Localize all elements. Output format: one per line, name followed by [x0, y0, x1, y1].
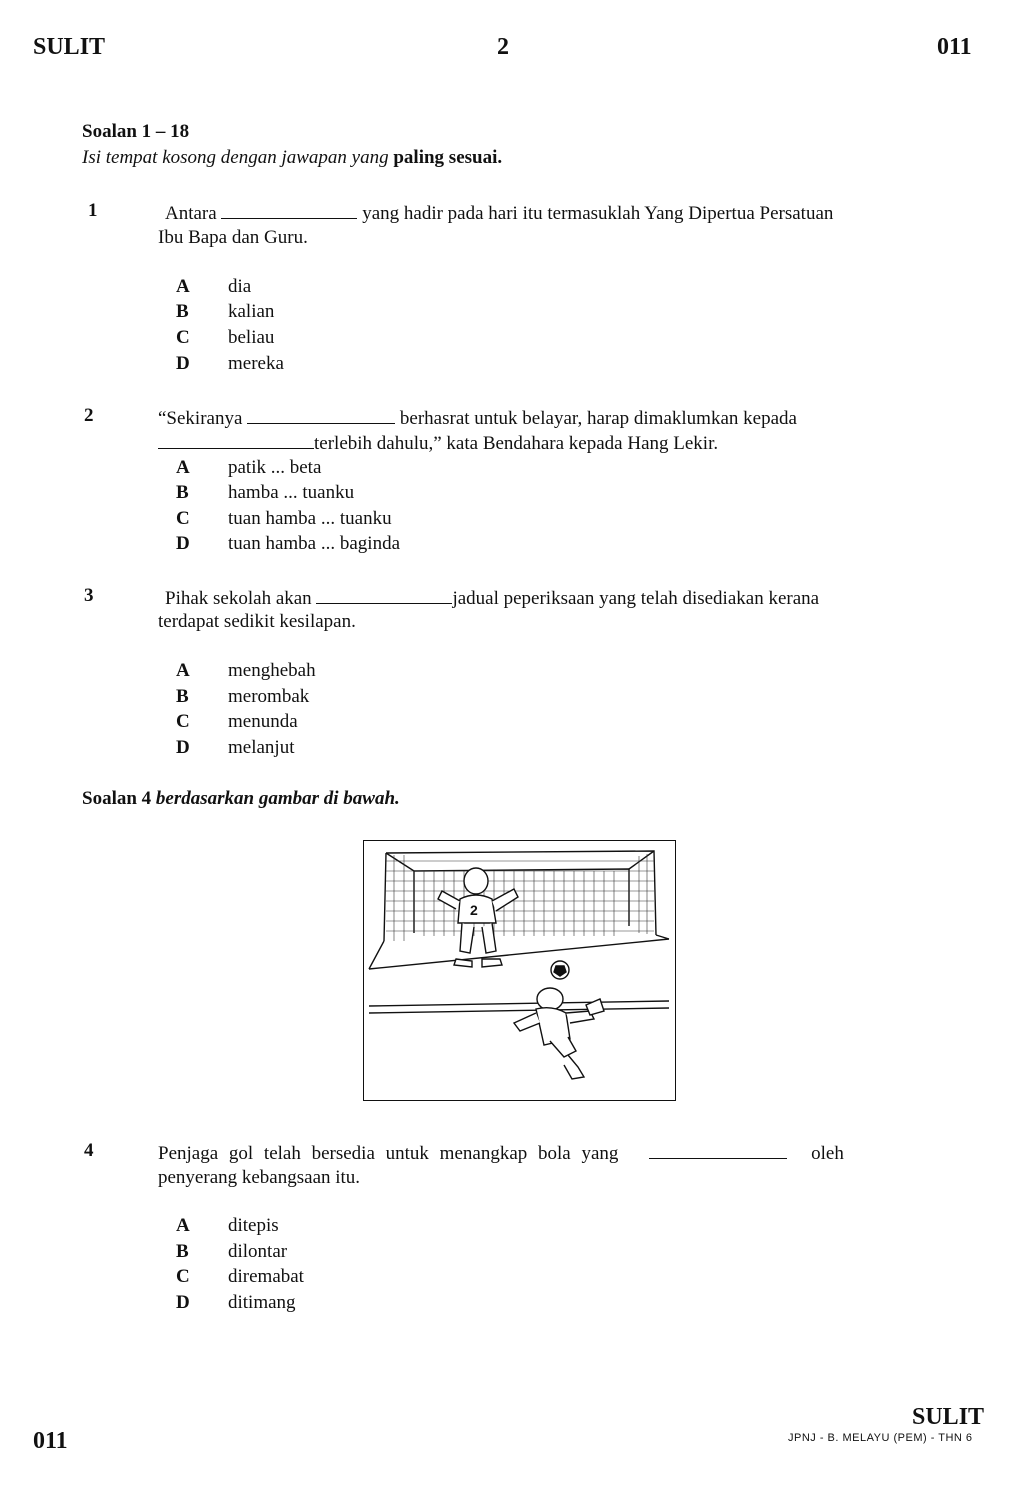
option[interactable] — [176, 480, 354, 506]
option-text: hamba ... tuanku — [228, 482, 355, 503]
question-3-text-a: Pihak sekolah akan — [165, 588, 312, 609]
option-letter: B — [176, 301, 189, 322]
option-text: mereka — [228, 353, 284, 374]
option[interactable] — [176, 1213, 279, 1239]
option-letter: A — [176, 660, 190, 681]
option-letter: A — [176, 276, 190, 297]
option-letter: D — [176, 353, 190, 374]
option-text: merombak — [228, 686, 310, 707]
question-4-number: 4 — [84, 1140, 94, 1161]
option[interactable] — [176, 506, 392, 532]
footer-subject-code: JPNJ - B. MELAYU (PEM) - THN 6 — [788, 1432, 973, 1444]
option[interactable] — [176, 684, 309, 710]
header-left: SULIT — [33, 34, 106, 60]
question-4-line-2: penyerang kebangsaan itu. — [158, 1167, 361, 1188]
question-4-text-a: Penjaga gol telah bersedia untuk menangkap bola yang — [158, 1143, 619, 1164]
option-letter: C — [176, 508, 190, 529]
option[interactable] — [176, 351, 284, 377]
option[interactable] — [176, 709, 298, 735]
answer-blank — [247, 405, 395, 424]
section-instruction — [82, 145, 502, 171]
option-text: diremabat — [228, 1266, 304, 1287]
question-3-number: 3 — [84, 585, 94, 606]
question-1-line-2: Ibu Bapa dan Guru. — [158, 227, 308, 248]
question-1-number: 1 — [88, 200, 98, 221]
option[interactable] — [176, 299, 274, 325]
option[interactable] — [176, 1264, 304, 1290]
answer-blank — [316, 585, 452, 604]
option[interactable] — [176, 1290, 296, 1316]
instruction-italic: Isi tempat kosong dengan jawapan yang — [82, 147, 389, 168]
option-text: dilontar — [228, 1241, 288, 1262]
option[interactable] — [176, 455, 321, 481]
question-4-line-1 — [158, 1140, 948, 1167]
option-text: dia — [228, 276, 252, 297]
instruction-bold: paling sesuai. — [393, 147, 503, 168]
intro-italic: berdasarkan gambar di bawah. — [155, 788, 400, 809]
option[interactable] — [176, 325, 274, 351]
option[interactable] — [176, 658, 316, 684]
option-text: melanjut — [228, 737, 295, 758]
question-1-text-b: yang hadir pada hari itu termasuklah Yang Dipertua Persatuan — [362, 203, 834, 224]
option-text: menghebah — [228, 660, 316, 681]
option-text: tuan hamba ... tuanku — [228, 508, 392, 529]
header-code: 011 — [937, 34, 972, 60]
option[interactable] — [176, 735, 294, 761]
option-letter: C — [176, 1266, 190, 1287]
answer-blank — [221, 200, 357, 219]
option[interactable] — [176, 1239, 287, 1265]
option-letter: D — [176, 1292, 190, 1313]
question-3-line-2: terdapat sedikit kesilapan. — [158, 611, 356, 632]
intro-bold: Soalan 4 — [82, 788, 152, 809]
option-text: tuan hamba ... baginda — [228, 533, 401, 554]
option-text: menunda — [228, 711, 298, 732]
option-text: patik ... beta — [228, 457, 322, 478]
question-3-line-1 — [165, 585, 955, 612]
option-letter: B — [176, 1241, 189, 1262]
footer-code: 011 — [33, 1428, 68, 1454]
option-letter: B — [176, 482, 189, 503]
footer-sulit: SULIT — [912, 1404, 985, 1430]
question-2-line-1 — [158, 405, 948, 432]
option-letter: A — [176, 457, 190, 478]
question-1-line-1 — [165, 200, 955, 227]
option-text: kalian — [228, 301, 275, 322]
option-text: ditimang — [228, 1292, 296, 1313]
answer-blank — [158, 430, 314, 449]
option-letter: C — [176, 711, 190, 732]
jersey-number: 2 — [470, 902, 478, 918]
question-1-text-a: Antara — [165, 203, 217, 224]
option-text: ditepis — [228, 1215, 279, 1236]
option-text: beliau — [228, 327, 275, 348]
option[interactable] — [176, 274, 251, 300]
question-2-text-a: “Sekiranya — [158, 408, 243, 429]
answer-blank — [649, 1140, 787, 1159]
option-letter: D — [176, 737, 190, 758]
question-2-text-b: berhasrat untuk belayar, harap dimaklumkan kepada — [399, 408, 797, 429]
option-letter: C — [176, 327, 190, 348]
section-title: Soalan 1 – 18 — [82, 121, 190, 142]
question-2-text-c: terlebih dahulu,” kata Bendahara kepada Hang Lekir. — [314, 433, 719, 454]
option-letter: A — [176, 1215, 190, 1236]
option-letter: D — [176, 533, 190, 554]
question-4-intro — [82, 786, 400, 812]
question-2-number: 2 — [84, 405, 94, 426]
question-2-line-2 — [158, 430, 948, 457]
question-3-text-b: jadual peperiksaan yang telah disediakan kerana — [452, 588, 820, 609]
question-4-text-b: oleh — [811, 1143, 844, 1164]
goal-scene-drawing — [364, 841, 675, 1100]
page-number: 2 — [497, 34, 509, 60]
option[interactable] — [176, 531, 400, 557]
option-letter: B — [176, 686, 189, 707]
football-illustration — [363, 840, 676, 1101]
